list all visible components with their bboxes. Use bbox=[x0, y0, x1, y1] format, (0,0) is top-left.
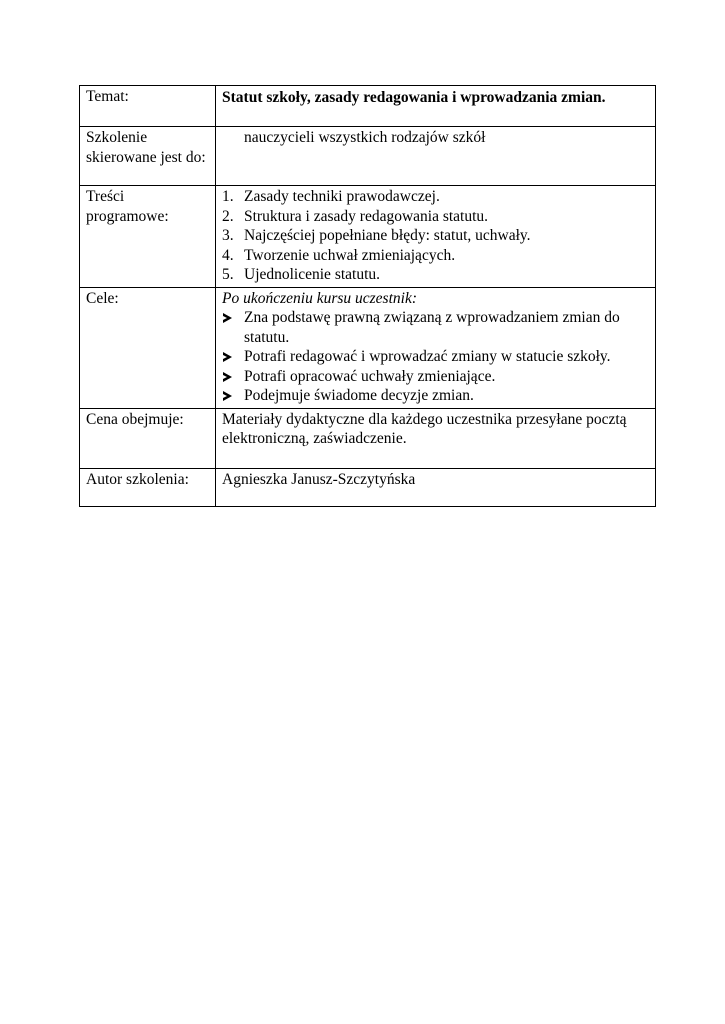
item-number: 5. bbox=[222, 266, 234, 283]
item-text: Zna podstawę prawną związaną z wprowadzaniem zmian do statutu. bbox=[244, 309, 620, 346]
value-audience bbox=[216, 127, 656, 186]
row-goals bbox=[80, 287, 656, 408]
value-goals bbox=[216, 287, 656, 408]
label-author: Autor szkolenia: bbox=[80, 468, 216, 506]
goals-list bbox=[222, 308, 649, 406]
list-item bbox=[222, 386, 649, 406]
value-program bbox=[216, 186, 656, 288]
row-audience bbox=[80, 127, 656, 186]
item-text: Podejmuje świadome decyzje zmian. bbox=[244, 387, 474, 404]
arrow-bullet-icon bbox=[223, 313, 232, 323]
arrow-bullet-icon bbox=[223, 391, 232, 401]
row-program bbox=[80, 186, 656, 288]
list-item bbox=[222, 367, 649, 387]
item-text: Zasady techniki prawodawczej. bbox=[244, 188, 440, 205]
label-goals: Cele: bbox=[80, 287, 216, 408]
item-text: Najczęściej popełniane błędy: statut, uchwały. bbox=[244, 227, 531, 244]
value-price: Materiały dydaktyczne dla każdego uczestnika przesyłane pocztą elektroniczną, zaświadczenie. bbox=[216, 408, 656, 468]
arrow-bullet-icon bbox=[223, 352, 232, 362]
item-text: Potrafi redagować i wprowadzać zmiany w statucie szkoły. bbox=[244, 348, 611, 365]
row-price bbox=[80, 408, 656, 468]
value-temat bbox=[216, 86, 656, 127]
item-number: 2. bbox=[222, 207, 234, 225]
list-item bbox=[222, 226, 649, 246]
list-item bbox=[222, 308, 649, 347]
training-info-table bbox=[79, 85, 656, 507]
label-temat: Temat: bbox=[80, 86, 216, 127]
label-audience: Szkolenie skierowane jest do: bbox=[80, 127, 216, 186]
row-author bbox=[80, 468, 656, 506]
goals-intro: Po ukończeniu kursu uczestnik: bbox=[222, 289, 417, 307]
list-item bbox=[222, 347, 649, 367]
list-item bbox=[222, 187, 649, 207]
list-item bbox=[222, 265, 649, 285]
list-item bbox=[222, 207, 649, 227]
audience-text: nauczycieli wszystkich rodzajów szkół bbox=[244, 129, 486, 146]
arrow-bullet-icon bbox=[223, 372, 232, 382]
training-title: Statut szkoły, zasady redagowania i wprowadzania zmian. bbox=[222, 89, 606, 106]
item-text: Struktura i zasady redagowania statutu. bbox=[244, 207, 489, 225]
item-number: 4. bbox=[222, 246, 234, 264]
label-program: Treści programowe: bbox=[80, 186, 216, 288]
item-number: 1. bbox=[222, 188, 234, 205]
list-item bbox=[222, 246, 649, 266]
value-author: Agnieszka Janusz-Szczytyńska bbox=[216, 468, 656, 506]
label-price: Cena obejmuje: bbox=[80, 408, 216, 468]
row-temat bbox=[80, 86, 656, 127]
item-text: Potrafi opracować uchwały zmieniające. bbox=[244, 367, 496, 385]
item-text: Ujednolicenie statutu. bbox=[244, 266, 381, 283]
item-number: 3. bbox=[222, 227, 234, 244]
item-text: Tworzenie uchwał zmieniających. bbox=[244, 246, 456, 264]
program-list bbox=[222, 187, 649, 285]
